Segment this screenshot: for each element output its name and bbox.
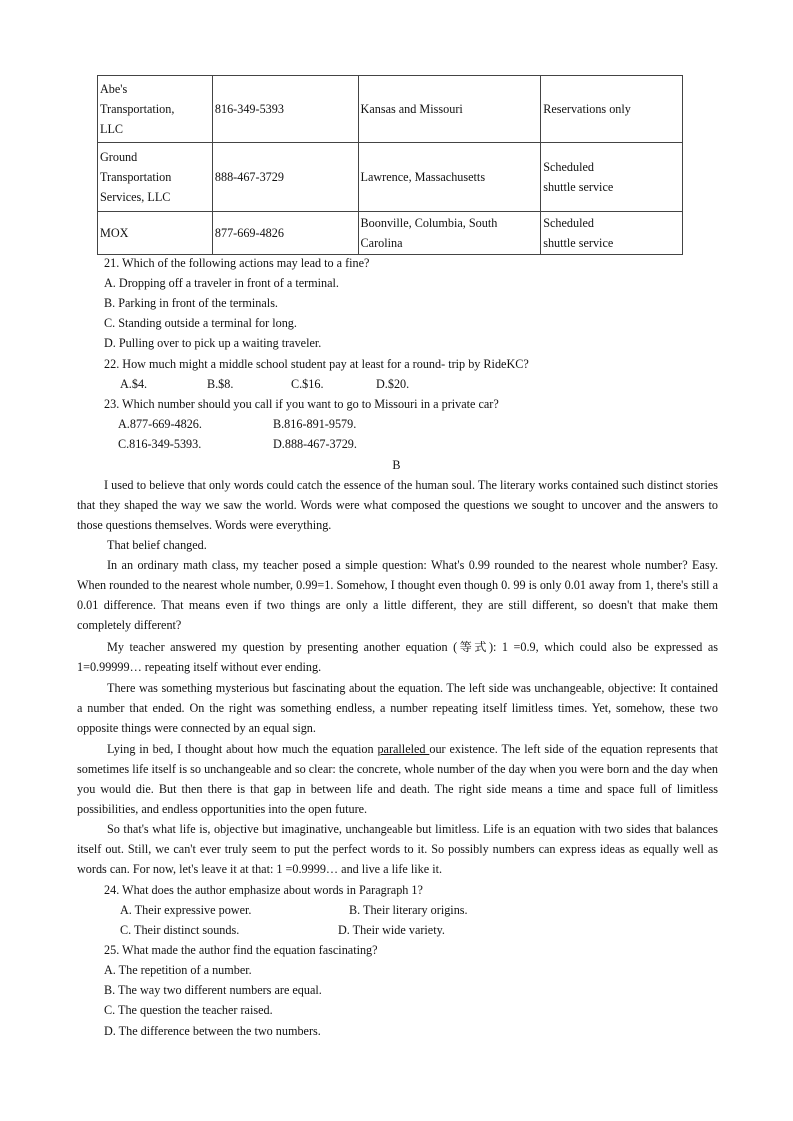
passage-paragraph-6 [77,739,718,819]
question-21-stem: 21. Which of the following actions may lead to a fine? [104,256,370,270]
paragraph-text: our existence. The left side of the equation represents that sometimes life itself is so unchangeable and so clear: the concrete, whole number of the day when you were born and the day when you would die. But then there is that gap in between life and death. The right side means a time and space full of limitless possibilities, and endless opportunities into the open future. [77,742,719,817]
question-21-option-b: B. Parking in front of the terminals. [104,296,278,310]
question-25-option-b: B. The way two different numbers are equal. [104,983,322,997]
table-row [98,143,683,212]
underlined-word: paralleled [377,742,430,756]
phone-cell: 816-349-5393 [212,76,358,143]
question-25-option-c: C. The question the teacher raised. [104,1003,273,1017]
paragraph-text: My teacher answered my question by presenting another equation (等式): 1 =0.9, which could also be expressed as 1=0.99999… repeating itself without ever ending. [77,640,718,675]
area-cell: Boonville, Columbia, South Carolina [358,212,541,255]
table-row [98,76,683,143]
question-24-option-c: C. Their distinct sounds. [120,923,240,937]
passage-paragraph-2 [77,535,718,555]
question-24-stem: 24. What does the author emphasize about words in Paragraph 1? [104,883,423,897]
question-25-option-d: D. The difference between the two numbers. [104,1024,321,1038]
shuttle-service-table [97,75,683,255]
question-24-option-d: D. Their wide variety. [338,923,445,937]
question-22-option-d: D.$20. [376,377,410,391]
area-cell: Lawrence, Massachusetts [358,143,541,212]
passage-paragraph-4 [77,637,718,677]
question-22-option-a: A.$4. [120,377,148,391]
question-21-option-a: A. Dropping off a traveler in front of a terminal. [104,276,339,290]
company-cell: MOX [98,212,213,255]
table-row [98,212,683,255]
question-21-option-c: C. Standing outside a terminal for long. [104,316,297,330]
company-cell: Ground Transportation Services, LLC [98,143,213,212]
question-22-option-c: C.$16. [291,377,324,391]
phone-cell: 888-467-3729 [212,143,358,212]
paragraph-text: Lying in bed, I thought about how much the equation [107,742,378,756]
service-cell: Scheduled shuttle service [541,143,683,212]
question-23-option-a: A.877-669-4826. [118,417,202,431]
question-23-option-b: B.816-891-9579. [273,417,357,431]
phone-cell: 877-669-4826 [212,212,358,255]
paragraph-text: So that's what life is, objective but imaginative, unchangeable but limitless. Life is an equation with two sides that balances itself out. Still, we can't ever truly seem to put the perfect words to it. So possibly numbers can express ideas as equally well as words can. For now, let's leave it at that: 1 =0.9999… and live a life like it. [77,822,718,877]
paragraph-text: There was something mysterious but fascinating about the equation. The left side was unchangeable, objective: It contained a number that ended. On the right was something endless, a number repeating itself limitless times. Yet, somehow, these two opposite things were connected by an equal sign. [77,681,718,736]
question-22-stem: 22. How much might a middle school student pay at least for a round- trip by RideKC? [104,357,529,371]
question-23-stem: 23. Which number should you call if you want to go to Missouri in a private car? [104,397,499,411]
question-25-stem: 25. What made the author find the equation fascinating? [104,943,378,957]
service-cell: Scheduled shuttle service [541,212,683,255]
question-23-option-d: D.888-467-3729. [273,437,357,451]
paragraph-text: That belief changed. [107,538,207,552]
passage-paragraph-7 [77,819,718,879]
passage-paragraph-5 [77,678,718,738]
question-24-option-b: B. Their literary origins. [349,903,468,917]
area-cell: Kansas and Missouri [358,76,541,143]
section-heading-b: B [392,458,401,472]
question-24-option-a: A. Their expressive power. [120,903,252,917]
passage-paragraph-1 [77,475,718,535]
company-cell: Abe's Transportation, LLC [98,76,213,143]
paragraph-text: I used to believe that only words could catch the essence of the human soul. The literary works contained such distinct stories that they shaped the way we saw the world. Words were what composed the questions we sought to uncover and the answers to those questions themselves. Words were everything. [77,478,718,533]
question-23-option-c: C.816-349-5393. [118,437,202,451]
passage-paragraph-3 [77,555,718,635]
service-cell: Reservations only [541,76,683,143]
question-22-option-b: B.$8. [207,377,234,391]
question-21-option-d: D. Pulling over to pick up a waiting traveler. [104,336,322,350]
question-25-option-a: A. The repetition of a number. [104,963,252,977]
paragraph-text: In an ordinary math class, my teacher posed a simple question: What's 0.99 rounded to the nearest whole number? Easy. When rounded to the nearest whole number, 0.99=1. Somehow, I thought even though 0. 99 is only 0.01 away from 1, there's still a 0.01 difference. That means even if two things are only a little different, they are still different, so doesn't that make them completely different? [77,558,718,633]
